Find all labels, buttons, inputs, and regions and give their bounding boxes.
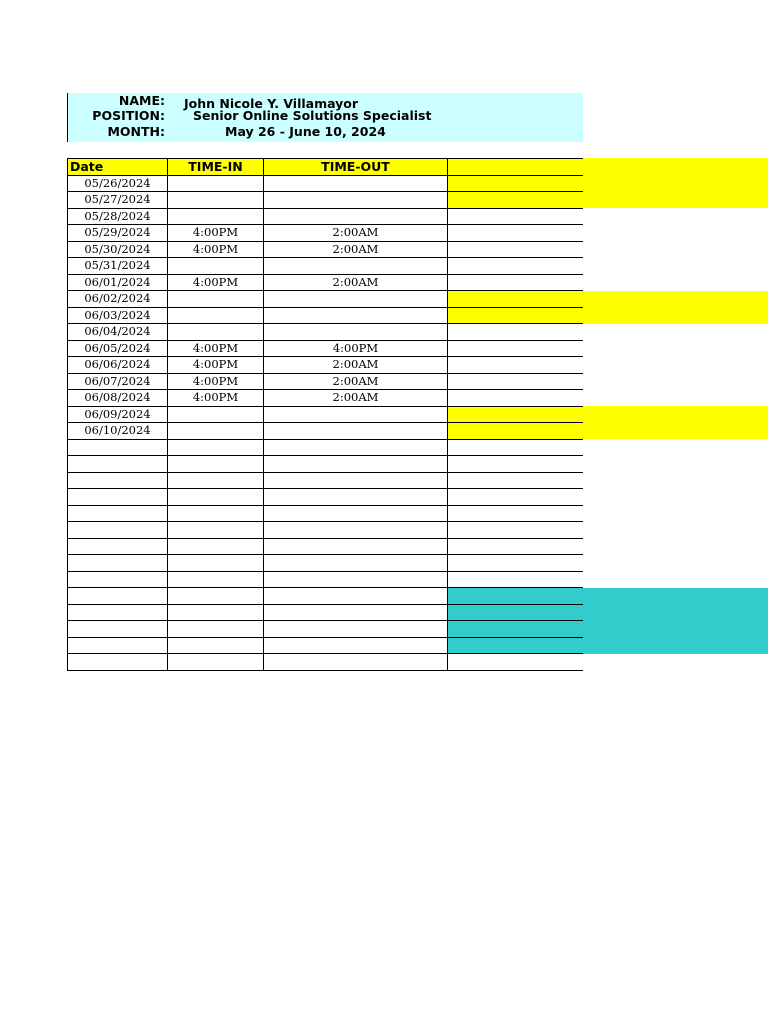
extra-cell <box>448 588 583 605</box>
date-cell <box>68 505 168 522</box>
table-row <box>68 406 583 423</box>
table-row <box>68 522 583 539</box>
position-label: POSITION: <box>92 108 165 123</box>
column-header-extra <box>448 159 583 176</box>
table-row <box>68 390 583 407</box>
time-in-cell <box>168 538 264 555</box>
date-cell <box>68 472 168 489</box>
time-out-cell <box>264 456 448 473</box>
table-row <box>68 324 583 341</box>
time-in-cell <box>168 208 264 225</box>
employee-name: John Nicole Y. Villamayor <box>184 96 359 111</box>
table-row <box>68 571 583 588</box>
table-row <box>68 175 583 192</box>
time-in-cell <box>168 192 264 209</box>
extra-cell <box>448 225 583 242</box>
table-row <box>68 373 583 390</box>
employee-info-header <box>67 93 583 142</box>
date-cell: 06/06/2024 <box>68 357 168 374</box>
time-out-cell: 4:00PM <box>264 340 448 357</box>
time-out-cell <box>264 654 448 671</box>
time-in-cell: 4:00PM <box>168 225 264 242</box>
time-in-cell <box>168 307 264 324</box>
extra-cell <box>448 373 583 390</box>
table-row <box>68 208 583 225</box>
column-header-time-in: TIME-IN <box>168 159 264 176</box>
attendance-table <box>67 158 583 671</box>
time-out-cell <box>264 324 448 341</box>
time-out-cell <box>264 439 448 456</box>
table-row <box>68 258 583 275</box>
time-in-cell <box>168 439 264 456</box>
extra-cell <box>448 505 583 522</box>
extra-cell <box>448 406 583 423</box>
date-cell <box>68 571 168 588</box>
date-cell: 06/05/2024 <box>68 340 168 357</box>
time-out-cell <box>264 637 448 654</box>
extra-cell <box>448 489 583 506</box>
table-row <box>68 225 583 242</box>
time-in-cell <box>168 588 264 605</box>
extra-cell <box>448 439 583 456</box>
date-cell <box>68 555 168 572</box>
time-in-cell <box>168 456 264 473</box>
time-in-cell: 4:00PM <box>168 274 264 291</box>
time-out-cell <box>264 538 448 555</box>
extra-cell <box>448 637 583 654</box>
time-out-cell: 2:00AM <box>264 357 448 374</box>
extra-cell <box>448 472 583 489</box>
date-cell: 06/04/2024 <box>68 324 168 341</box>
date-cell: 06/07/2024 <box>68 373 168 390</box>
time-out-cell <box>264 175 448 192</box>
extra-cell <box>448 274 583 291</box>
time-out-cell <box>264 604 448 621</box>
time-out-cell: 2:00AM <box>264 373 448 390</box>
time-out-cell <box>264 621 448 638</box>
column-header-date: Date <box>68 159 168 176</box>
table-row <box>68 505 583 522</box>
table-row <box>68 274 583 291</box>
time-out-cell <box>264 307 448 324</box>
time-in-cell <box>168 423 264 440</box>
table-row <box>68 555 583 572</box>
extra-cell <box>448 522 583 539</box>
time-out-cell: 2:00AM <box>264 274 448 291</box>
time-in-cell <box>168 637 264 654</box>
date-cell: 05/28/2024 <box>68 208 168 225</box>
time-out-cell <box>264 472 448 489</box>
time-in-cell <box>168 621 264 638</box>
date-cell <box>68 588 168 605</box>
table-row <box>68 340 583 357</box>
time-out-cell: 2:00AM <box>264 241 448 258</box>
time-out-cell: 2:00AM <box>264 225 448 242</box>
time-out-cell <box>264 208 448 225</box>
time-out-cell <box>264 505 448 522</box>
date-cell <box>68 439 168 456</box>
date-cell <box>68 637 168 654</box>
time-in-cell <box>168 406 264 423</box>
table-row <box>68 423 583 440</box>
time-out-cell <box>264 423 448 440</box>
time-out-cell <box>264 291 448 308</box>
time-out-cell <box>264 192 448 209</box>
date-cell <box>68 604 168 621</box>
date-cell <box>68 489 168 506</box>
date-cell <box>68 621 168 638</box>
extra-cell <box>448 555 583 572</box>
time-in-cell: 4:00PM <box>168 373 264 390</box>
extra-cell <box>448 456 583 473</box>
date-cell: 06/03/2024 <box>68 307 168 324</box>
extra-cell <box>448 175 583 192</box>
employee-position: Senior Online Solutions Specialist <box>193 108 432 123</box>
time-out-cell <box>264 588 448 605</box>
table-row <box>68 456 583 473</box>
extra-cell <box>448 208 583 225</box>
time-in-cell: 4:00PM <box>168 390 264 407</box>
extra-cell <box>448 291 583 308</box>
extra-cell <box>448 340 583 357</box>
extra-cell <box>448 604 583 621</box>
table-row <box>68 241 583 258</box>
time-out-cell <box>264 522 448 539</box>
time-in-cell: 4:00PM <box>168 340 264 357</box>
extra-cell <box>448 621 583 638</box>
time-out-cell <box>264 555 448 572</box>
time-in-cell <box>168 291 264 308</box>
date-cell <box>68 456 168 473</box>
time-in-cell <box>168 654 264 671</box>
table-row <box>68 621 583 638</box>
column-header-row <box>68 159 583 176</box>
extra-cell <box>448 390 583 407</box>
date-cell: 05/30/2024 <box>68 241 168 258</box>
time-in-cell <box>168 489 264 506</box>
date-cell <box>68 538 168 555</box>
time-in-cell <box>168 324 264 341</box>
table-row <box>68 291 583 308</box>
extra-cell <box>448 357 583 374</box>
time-out-cell <box>264 406 448 423</box>
time-in-cell <box>168 505 264 522</box>
time-in-cell <box>168 571 264 588</box>
table-row <box>68 192 583 209</box>
period-range: May 26 - June 10, 2024 <box>225 124 386 139</box>
extra-cell <box>448 324 583 341</box>
table-row <box>68 439 583 456</box>
time-in-cell <box>168 175 264 192</box>
time-out-cell <box>264 571 448 588</box>
date-cell <box>68 522 168 539</box>
extra-cell <box>448 654 583 671</box>
time-out-cell: 2:00AM <box>264 390 448 407</box>
date-cell: 06/09/2024 <box>68 406 168 423</box>
time-in-cell: 4:00PM <box>168 241 264 258</box>
time-in-cell <box>168 604 264 621</box>
time-in-cell <box>168 522 264 539</box>
date-cell: 05/29/2024 <box>68 225 168 242</box>
date-cell: 05/31/2024 <box>68 258 168 275</box>
table-row <box>68 654 583 671</box>
column-header-time-out: TIME-OUT <box>264 159 448 176</box>
date-cell: 06/08/2024 <box>68 390 168 407</box>
table-row <box>68 307 583 324</box>
date-cell: 05/26/2024 <box>68 175 168 192</box>
date-cell <box>68 654 168 671</box>
time-out-cell <box>264 489 448 506</box>
time-in-cell: 4:00PM <box>168 357 264 374</box>
extra-cell <box>448 241 583 258</box>
name-label: NAME: <box>118 93 165 108</box>
table-row <box>68 472 583 489</box>
extra-cell <box>448 192 583 209</box>
time-in-cell <box>168 555 264 572</box>
table-row <box>68 604 583 621</box>
table-row <box>68 637 583 654</box>
extra-cell <box>448 538 583 555</box>
table-row <box>68 538 583 555</box>
date-cell: 06/01/2024 <box>68 274 168 291</box>
extra-cell <box>448 307 583 324</box>
table-row <box>68 489 583 506</box>
extra-cell <box>448 423 583 440</box>
extra-cell <box>448 571 583 588</box>
month-label: MONTH: <box>107 124 165 139</box>
time-out-cell <box>264 258 448 275</box>
time-in-cell <box>168 472 264 489</box>
time-in-cell <box>168 258 264 275</box>
extra-cell <box>448 258 583 275</box>
table-row <box>68 588 583 605</box>
table-row <box>68 357 583 374</box>
date-cell: 05/27/2024 <box>68 192 168 209</box>
date-cell: 06/02/2024 <box>68 291 168 308</box>
date-cell: 06/10/2024 <box>68 423 168 440</box>
